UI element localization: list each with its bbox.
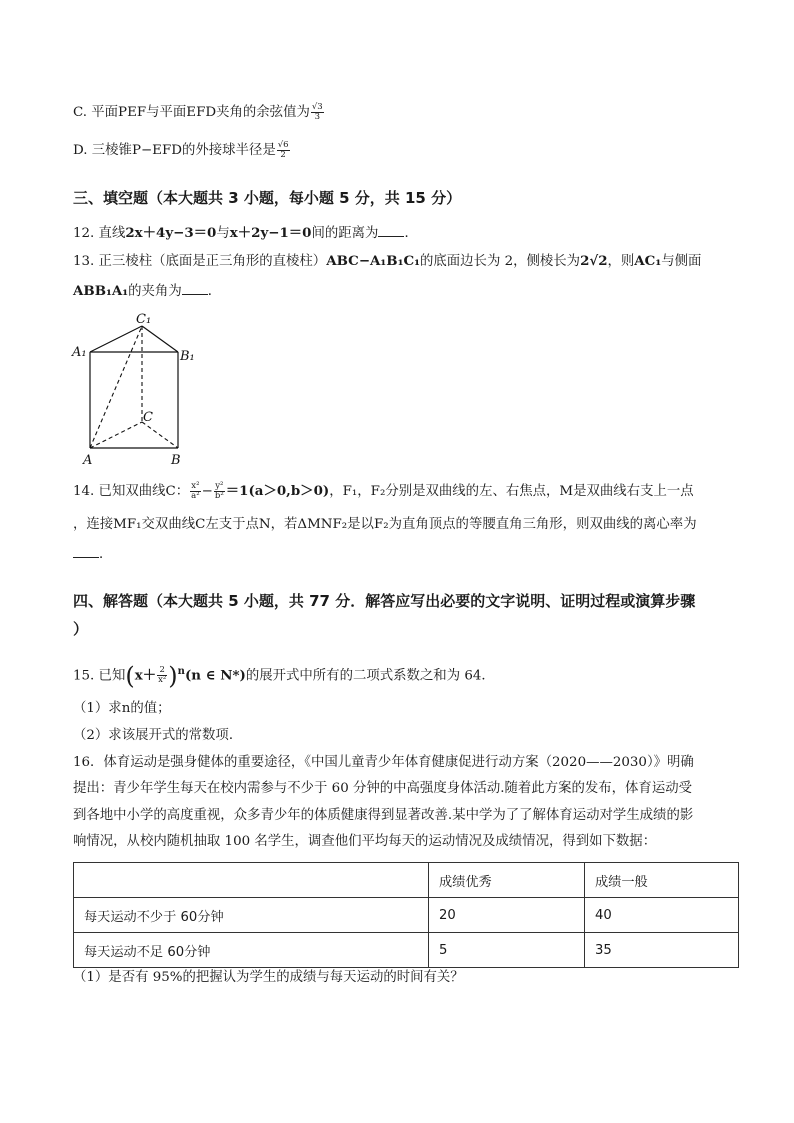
- option-c-fraction: $\frac{√3}{3}$: [311, 102, 323, 122]
- prism-figure: [70, 308, 200, 470]
- segment-ac1: [90, 326, 142, 448]
- table-cell: 5: [429, 933, 585, 968]
- q12-end: ．: [404, 226, 418, 241]
- table-row: [74, 898, 739, 933]
- q15-text-a: 15. 已知: [73, 668, 126, 684]
- label-a1: A₁: [72, 345, 87, 360]
- q13-length: 2√2: [580, 253, 608, 269]
- q13-text-c: ，则: [607, 254, 635, 269]
- label-c: C: [143, 410, 153, 425]
- q13-segment: AC₁: [634, 253, 662, 269]
- question-14-line-1: [73, 481, 694, 502]
- question-13-line-1: [73, 251, 701, 272]
- q12-text-c: 间的距离为: [311, 226, 379, 241]
- table-cell: 35: [585, 933, 739, 968]
- q14-text-b: ，F₁，F₂分别是双曲线的左、右焦点，M是双曲线右支上一点: [329, 484, 694, 499]
- table-header-cell: 成绩一般: [585, 863, 739, 898]
- q13-text-e: 的夹角为: [128, 284, 182, 299]
- edge-cb-hidden: [142, 422, 178, 448]
- q12-equation-2: x＋2y−1＝0: [229, 225, 312, 241]
- q15-fraction: $\frac{2}{\text{x²}}$: [158, 665, 167, 686]
- q14-equation: ＝1(a＞0,b＞0): [225, 483, 330, 499]
- question-12: [73, 223, 418, 244]
- data-table: [73, 862, 739, 968]
- question-16-line-2: 提出：青少年学生每天在校内需参与不少于 60 分钟的中高强度身体活动.随着此方案的发布，体育运动受: [73, 781, 692, 796]
- question-16-line-3: 到各地中小学的高度重视，众多青少年的体质健康得到显著改善.某中学为了了解体育运动对学生成绩的影: [73, 808, 694, 823]
- q14-answer-blank[interactable]: [73, 545, 99, 558]
- q14-fraction-y: $\frac{\text{y²}}{\text{b²}}$: [214, 481, 224, 501]
- question-16-line-4: 响情况，从校内随机抽取 100 名学生，调查他们平均每天的运动情况及成绩情况，得到如下数据：: [73, 834, 657, 849]
- q13-answer-blank[interactable]: [182, 282, 208, 295]
- q14-text-a: 14. 已知双曲线C：: [73, 484, 190, 499]
- question-14-line-2: ，连接MF₁交双曲线C左支于点N，若ΔMNF₂是以F₂为直角顶点的等腰直角三角形，则双曲线的离心率为: [73, 517, 697, 532]
- question-14-line-3: [73, 545, 112, 565]
- table-header-cell: [74, 863, 429, 898]
- table-cell: 每天运动不少于 60分钟: [74, 898, 429, 933]
- section-3-heading: 三、填空题（本大题共 3 小题，每小题 5 分，共 15 分）: [73, 189, 462, 207]
- q13-text-d: 与侧面: [661, 254, 702, 269]
- option-c-text: C. 平面PEF与平面EFD夹角的余弦值为: [73, 105, 310, 120]
- q15-right-paren: ): [168, 661, 178, 690]
- question-15: [73, 661, 495, 690]
- label-b: B: [171, 453, 181, 468]
- label-b1: B₁: [180, 349, 195, 364]
- edge-c1b1: [142, 326, 178, 352]
- q14-end: ．: [99, 547, 113, 562]
- table-cell: 每天运动不足 60分钟: [74, 933, 429, 968]
- question-15-part-2: （2）求该展开式的常数项．: [73, 728, 243, 743]
- table-header-row: [74, 863, 739, 898]
- q12-text-b: 与: [216, 226, 230, 241]
- q14-fraction-x: $\frac{\text{x²}}{\text{a²}}$: [191, 481, 200, 501]
- q15-exponent: n: [177, 666, 185, 677]
- q12-answer-blank[interactable]: [378, 224, 404, 237]
- table-row: [74, 933, 739, 968]
- section-4-heading-line-2: ）: [73, 620, 89, 638]
- option-d: [73, 141, 291, 161]
- q13-text-b: 的底面边长为 2，侧棱长为: [420, 254, 581, 269]
- section-4-heading-line-1: 四、解答题（本大题共 5 小题，共 77 分．解答应写出必要的文字说明、证明过程或演算步骤: [73, 592, 696, 610]
- table-header-cell: 成绩优秀: [429, 863, 585, 898]
- table-cell: 40: [585, 898, 739, 933]
- option-c: [73, 103, 325, 123]
- label-c1: C₁: [136, 312, 152, 327]
- question-13-line-2: [73, 281, 221, 302]
- q15-condition: (n ∈ N*): [184, 667, 246, 684]
- edge-a1c1: [90, 326, 142, 352]
- q15-left-paren: (: [125, 661, 135, 690]
- edge-ac-hidden: [90, 422, 142, 448]
- question-16-line-1: 16．体育运动是强身健体的重要途径，《中国儿童青少年体育健康促进行动方案（2020——2030）》明确: [73, 755, 694, 770]
- table-cell: 20: [429, 898, 585, 933]
- question-15-part-1: （1）求n的值；: [73, 701, 171, 716]
- option-d-fraction: $\frac{√6}{2}$: [277, 140, 289, 160]
- label-a: A: [83, 453, 93, 468]
- q13-face: ABB₁A₁: [73, 283, 129, 299]
- q13-text-a: 13. 正三棱柱（底面是正三角形的直棱柱）: [73, 254, 327, 269]
- q12-equation-1: 2x＋4y−3＝0: [125, 225, 217, 241]
- q14-minus: −: [201, 484, 213, 499]
- question-16-part-1: （1）是否有 95%的把握认为学生的成绩与每天运动的时间有关？: [73, 970, 464, 985]
- q15-x: x＋: [134, 667, 157, 684]
- q13-prism: ABC−A₁B₁C₁: [326, 253, 420, 269]
- q13-end: ．: [207, 284, 222, 299]
- option-d-text: D. 三棱锥P−EFD的外接球半径是: [73, 143, 276, 158]
- q12-text-a: 12. 直线: [73, 226, 126, 241]
- q15-text-b: 的展开式中所有的二项式系数之和为 64．: [245, 668, 495, 684]
